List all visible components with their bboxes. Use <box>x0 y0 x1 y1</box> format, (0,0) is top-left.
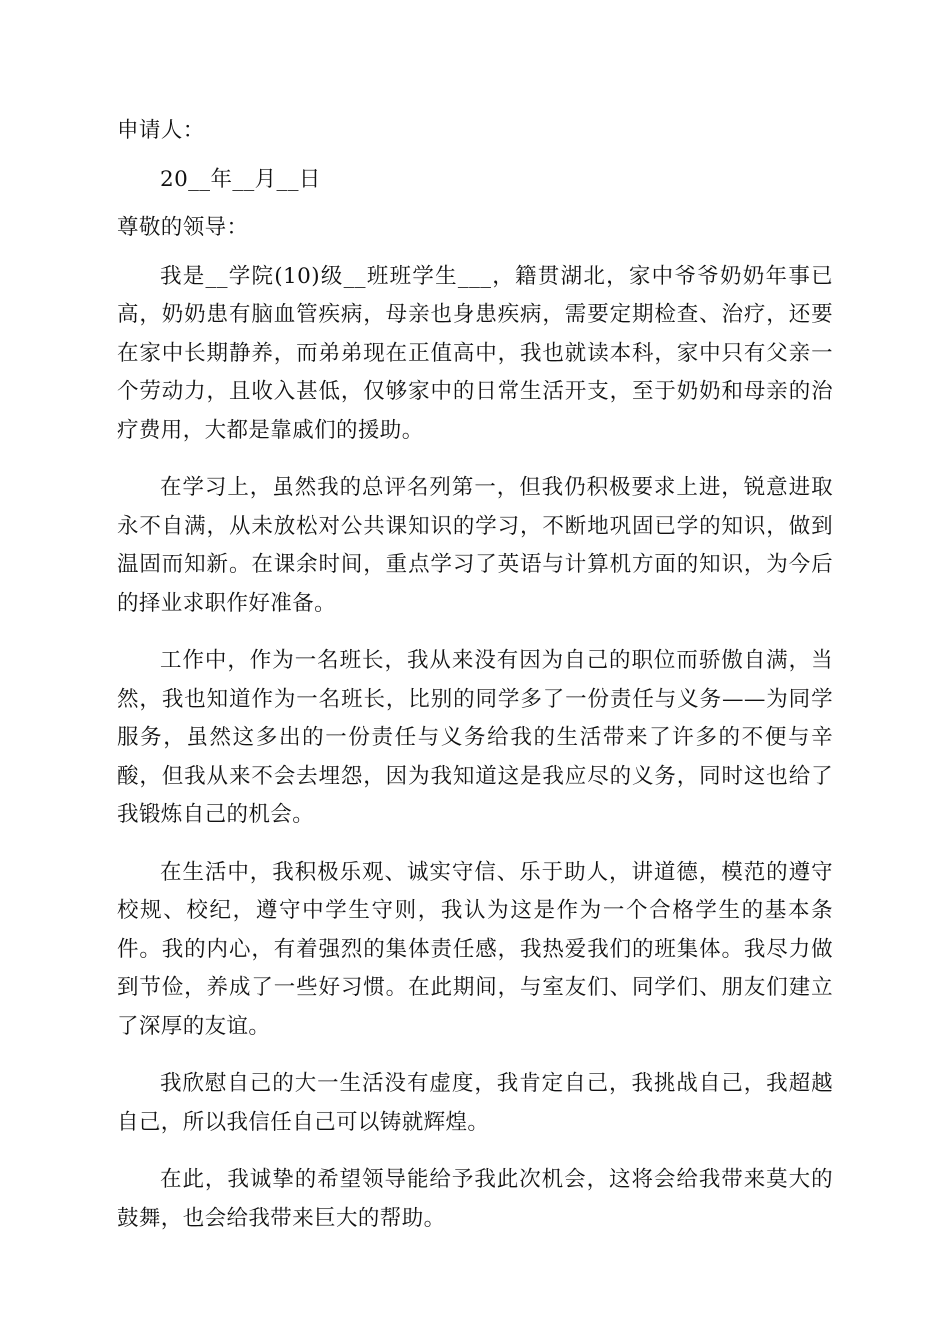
paragraph-self-affirmation: 我欣慰自己的大一生活没有虚度，我肯定自己，我挑战自己，我超越自己，所以我信任自己可以铸就辉煌。 <box>117 1071 833 1135</box>
paragraph-family-situation: 我是__学院(10)级__班班学生___，籍贯湖北，家中爷爷奶奶年事已高，奶奶患有脑血管疾病，母亲也身患疾病，需要定期检查、治疗，还要在家中长期静养，而弟弟现在正值高中，我也就读本科，家中只有父亲一个劳动力，且收入甚低，仅够家中的日常生活开支，至于奶奶和母亲的治疗费用，大都是靠戚们的援助。 <box>117 263 833 443</box>
letter-body <box>117 112 833 1257</box>
applicant-label: 申请人： <box>117 118 205 143</box>
paragraph-life: 在生活中，我积极乐观、诚实守信、乐于助人，讲道德，模范的遵守校规、校纪，遵守中学生守则，我认为这是作为一个合格学生的基本条件。我的内心，有着强烈的集体责任感，我热爱我们的班集体。我尽力做到节俭，养成了一些好习惯。在此期间，与室友们、同学们、朋友们建立了深厚的友谊。 <box>117 859 833 1039</box>
salutation: 尊敬的领导： <box>117 215 249 240</box>
paragraph-study: 在学习上，虽然我的总评名列第一，但我仍积极要求上进，锐意进取永不自满，从未放松对公共课知识的学习，不断地巩固已学的知识，做到温固而知新。在课余时间，重点学习了英语与计算机方面的知识，为今后的择业求职作好准备。 <box>117 475 833 616</box>
date-line: 20__年__月__日 <box>160 166 321 192</box>
paragraph-closing-request: 在此，我诚挚的希望领导能给予我此次机会，这将会给我带来莫大的鼓舞，也会给我带来巨大的帮助。 <box>117 1167 833 1231</box>
paragraph-work: 工作中，作为一名班长，我从来没有因为自己的职位而骄傲自满，当然，我也知道作为一名班长，比别的同学多了一份责任与义务——为同学服务，虽然这多出的一份责任与义务给我的生活带来了许多的不便与辛酸，但我从来不会去埋怨，因为我知道这是我应尽的义务，同时这也给了我锻炼自己的机会。 <box>117 648 833 827</box>
